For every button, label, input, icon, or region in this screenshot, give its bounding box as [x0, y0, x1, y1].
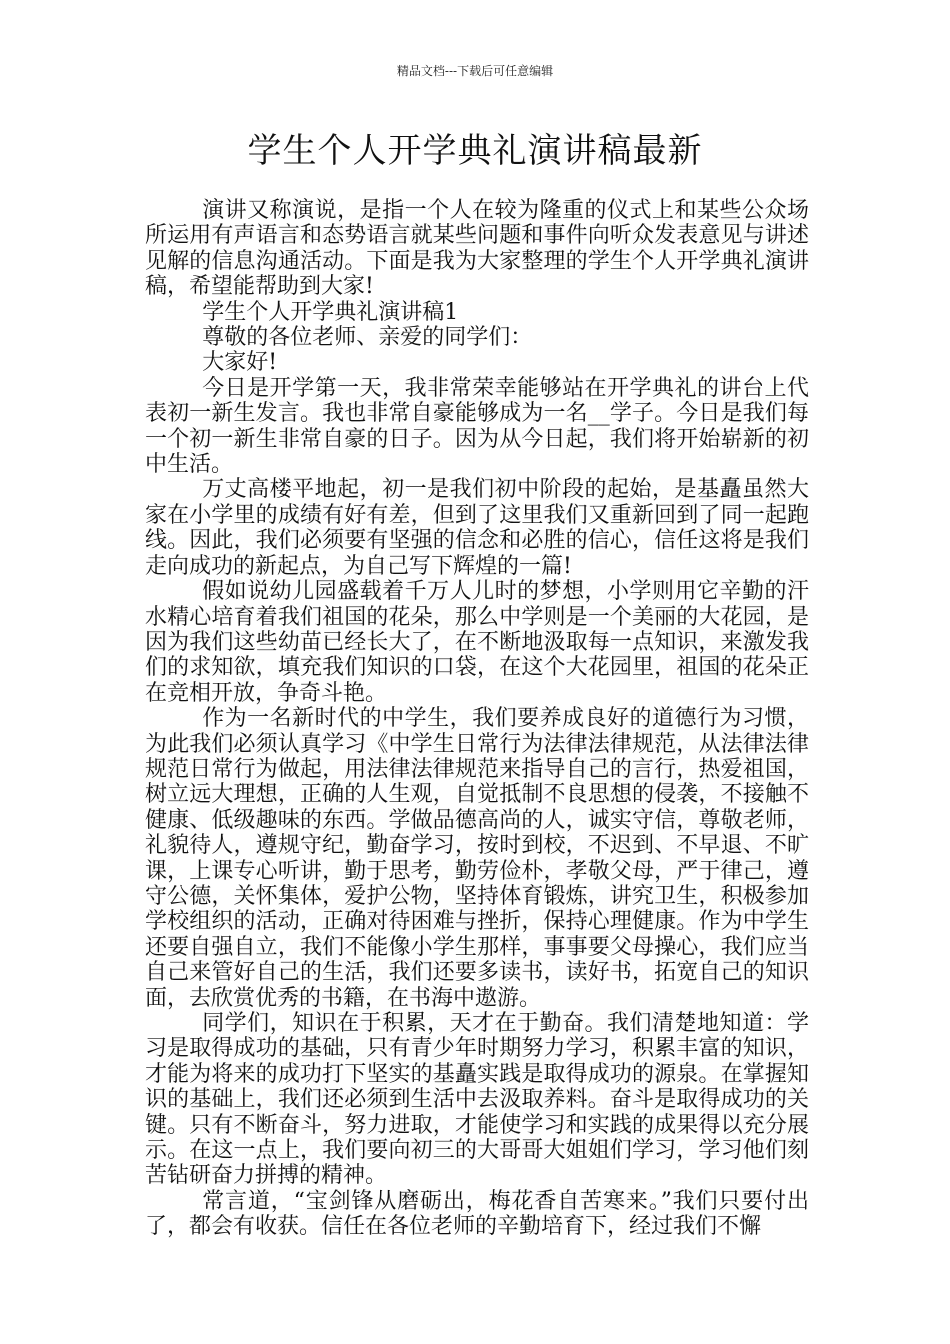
document-body [145, 198, 809, 1240]
paragraph-body: 作为一名新时代的中学生，我们要养成良好的道德行为习惯，为此我们必须认真学习《中学生日常行为法律法律规范，从法律法律规范日常行为做起，用法律法律规范来指导自己的言行，热爱祖国，树立远大理想，正确的人生观，自觉抵制不良思想的侵袭，不接触不健康、低级趣味的东西。学做品德高尚的人，诚实守信，尊敬老师，礼貌待人，遵规守纪，勤奋学习，按时到校，不迟到、不早退、不旷课，上课专心听讲，勤于思考，勤劳俭朴，孝敬父母，严于律己，遵守公德，关怀集体，爱护公物，坚持体育锻炼，讲究卫生，积极参加学校组织的活动，正确对待困难与挫折，保持心理健康。作为中学生还要自强自立，我们不能像小学生那样，事事要父母操心，我们应当自己来管好自己的生活，我们还要多读书，读好书，拓宽自己的知识面，去欣赏优秀的书籍，在书海中遨游。 [145, 706, 809, 1011]
paragraph-body: 同学们，知识在于积累，天才在于勤奋。我们清楚地知道：学习是取得成功的基础，只有青少年时期努力学习，积累丰富的知识，才能为将来的成功打下坚实的基矗实践是取得成功的源泉。在掌握知识的基础上，我们还必须到生活中去汲取养料。奋斗是取得成功的关键。只有不断奋斗，努力进取，才能使学习和实践的成果得以充分展示。在这一点上，我们要向初三的大哥哥大姐姐们学习，学习他们刻苦钻研奋力拼搏的精神。 [145, 1011, 809, 1189]
paragraph-body: 假如说幼儿园盛载着千万人儿时的梦想，小学则用它辛勤的汗水精心培育着我们祖国的花朵，那么中学则是一个美丽的大花园，是因为我们这些幼苗已经长大了，在不断地汲取每一点知识，来激发我们的求知欲，填充我们知识的口袋，在这个大花园里，祖国的花朵正在竞相开放，争奇斗艳。 [145, 579, 809, 706]
document-header-note: 精品文档---下载后可任意编辑 [396, 64, 554, 78]
paragraph-intro: 演讲又称演说，是指一个人在较为隆重的仪式上和某些公众场所运用有声语言和态势语言就某些问题和事件向听众发表意见与讲述见解的信息沟通活动。下面是我为大家整理的学生个人开学典礼演讲稿，希望能帮助到大家! [145, 198, 809, 300]
paragraph-body: 常言道，“宝剑锋从磨砺出，梅花香自苦寒来。”我们只要付出了，都会有收获。信任在各位老师的辛勤培育下，经过我们不懈 [145, 1188, 809, 1240]
paragraph-body: 万丈高楼平地起，初一是我们初中阶段的起始，是基矗虽然大家在小学里的成绩有好有差，但到了这里我们又重新回到了同一起跑线。因此，我们必须要有坚强的信念和必胜的信心，信任这将是我们走向成功的新起点，为自己写下辉煌的一篇! [145, 477, 809, 579]
paragraph-salutation: 尊敬的各位老师、亲爱的同学们： [202, 325, 533, 351]
paragraph-body: 今日是开学第一天，我非常荣幸能够站在开学典礼的讲台上代表初一新生发言。我也非常自豪能够成为一名__学子。今日是我们每一个初一新生非常自豪的日子。因为从今日起，我们将开始崭新的初中生活。 [145, 375, 809, 478]
paragraph-speech-heading: 学生个人开学典礼演讲稿1 [202, 299, 459, 325]
document-title: 学生个人开学典礼演讲稿最新 [247, 131, 703, 171]
paragraph-greeting: 大家好! [202, 350, 278, 376]
